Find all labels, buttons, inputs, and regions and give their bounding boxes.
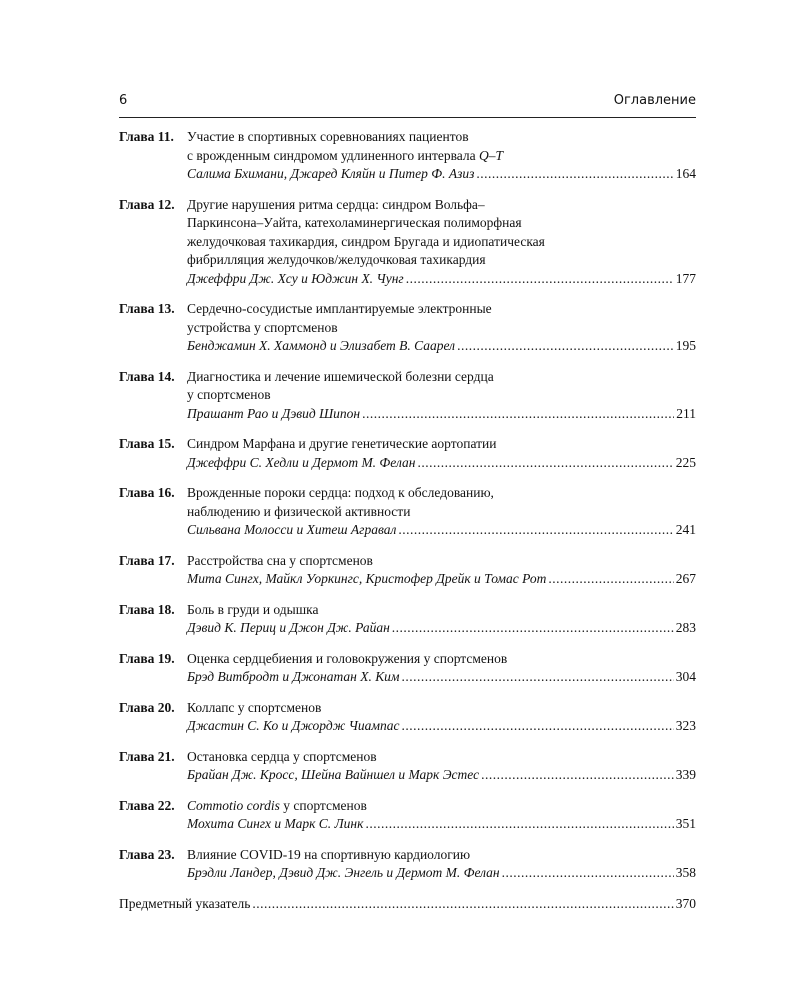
dot-leader bbox=[402, 668, 674, 687]
chapter-page-number: 195 bbox=[675, 338, 696, 353]
dot-leader bbox=[548, 570, 673, 589]
chapter-authors: Брайан Дж. Кросс, Шейна Вайншел и Марк Эстес bbox=[187, 767, 480, 782]
chapter-label: Глава 15. bbox=[119, 436, 175, 451]
chapter-label: Глава 12. bbox=[119, 196, 175, 212]
chapter-authors: Салима Бхимани, Джаред Кляйн и Питер Ф. Азиз bbox=[187, 166, 475, 181]
chapter-authors: Мита Сингх, Майкл Уоркингс, Кристофер Дрейк и Томас Рот bbox=[187, 571, 547, 586]
dot-leader bbox=[481, 766, 674, 785]
dot-leader bbox=[406, 270, 674, 289]
chapter-title-line: Участие в спортивных соревнованиях пациентов bbox=[187, 129, 469, 144]
toc-entry[interactable] bbox=[119, 552, 696, 589]
chapter-label: Глава 11. bbox=[119, 129, 174, 144]
toc-entry[interactable] bbox=[119, 797, 696, 834]
toc-entry[interactable] bbox=[119, 748, 696, 785]
dot-leader bbox=[457, 337, 674, 356]
chapter-title-line: Другие нарушения ритма сердца: синдром Вольфа– bbox=[187, 196, 485, 212]
dot-leader bbox=[502, 864, 674, 883]
chapter-title-line: с врожденным синдромом удлиненного интервала bbox=[187, 147, 480, 163]
chapter-page-number: 267 bbox=[675, 571, 696, 586]
toc-entry[interactable] bbox=[119, 368, 696, 424]
chapter-page-number: 358 bbox=[675, 865, 696, 880]
chapter-title-line: Влияние COVID-19 на спортивную кардиологию bbox=[187, 846, 471, 862]
dot-leader bbox=[398, 521, 673, 540]
chapter-label: Глава 17. bbox=[119, 552, 175, 568]
chapter-page-number: 164 bbox=[675, 166, 696, 181]
chapter-title-line: устройства у спортсменов bbox=[187, 319, 338, 335]
chapter-page-number: 351 bbox=[675, 816, 696, 831]
chapter-page-number: 283 bbox=[675, 620, 696, 635]
chapter-authors: Дэвид К. Периц и Джон Дж. Райан bbox=[187, 620, 390, 635]
toc-entry[interactable] bbox=[119, 196, 696, 289]
index-page-number: 370 bbox=[675, 895, 696, 911]
toc-entry[interactable] bbox=[119, 846, 696, 883]
chapter-label: Глава 14. bbox=[119, 368, 175, 384]
dot-leader bbox=[476, 165, 673, 184]
chapter-label: Глава 22. bbox=[119, 797, 175, 813]
chapter-label: Глава 20. bbox=[119, 699, 175, 715]
toc-entry[interactable] bbox=[119, 650, 696, 687]
dot-leader bbox=[365, 815, 673, 834]
toc-entry[interactable] bbox=[119, 484, 696, 540]
chapter-title-line: желудочковая тахикардия, синдром Бругада и идиопатическая bbox=[187, 233, 545, 249]
running-head bbox=[119, 93, 696, 113]
chapter-authors: Бенджамин Х. Хаммонд и Элизабет В. Саарел bbox=[187, 338, 456, 353]
chapter-page-number: 304 bbox=[675, 669, 696, 684]
chapter-page-number: 211 bbox=[676, 405, 696, 421]
toc-entry[interactable] bbox=[119, 300, 696, 356]
chapter-title-italic: Commotio cordis bbox=[187, 797, 280, 813]
index-label: Предметный указатель bbox=[119, 895, 251, 911]
chapter-title-line: Врожденные пороки сердца: подход к обследованию, bbox=[187, 485, 494, 500]
chapter-label: Глава 18. bbox=[119, 601, 175, 617]
chapter-authors: Джеффри Дж. Хсу и Юджин Х. Чунг bbox=[187, 270, 404, 286]
chapter-title-line: Боль в груди и одышка bbox=[187, 601, 319, 617]
chapter-title-line: Сердечно-сосудистые имплантируемые электронные bbox=[187, 301, 492, 316]
chapter-label: Глава 23. bbox=[119, 846, 175, 862]
chapter-title-line: Коллапс у спортсменов bbox=[187, 699, 322, 715]
chapter-authors: Прашант Рао и Дэвид Шипон bbox=[187, 405, 361, 421]
chapter-authors: Брэд Витбродт и Джонатан Х. Ким bbox=[187, 669, 400, 684]
toc-entry[interactable] bbox=[119, 601, 696, 638]
chapter-page-number: 323 bbox=[675, 718, 696, 733]
section-title: Оглавление bbox=[613, 93, 696, 108]
toc-index-entry[interactable] bbox=[119, 895, 696, 914]
chapter-authors: Джеффри С. Хедли и Дермот М. Фелан bbox=[187, 454, 416, 470]
table-of-contents bbox=[119, 128, 696, 913]
chapter-title-italic: Q–T bbox=[479, 147, 504, 163]
chapter-page-number: 177 bbox=[675, 270, 696, 286]
chapter-page-number: 241 bbox=[675, 522, 696, 537]
chapter-title-line: наблюдению и физической активности bbox=[187, 503, 411, 519]
dot-leader bbox=[362, 405, 674, 424]
chapter-title-line: Синдром Марфана и другие генетические аортопатии bbox=[187, 436, 497, 451]
page-number: 6 bbox=[119, 93, 128, 108]
chapter-title-line: Расстройства сна у спортсменов bbox=[187, 552, 373, 568]
dot-leader bbox=[402, 717, 674, 736]
chapter-title-line: у спортсменов bbox=[279, 797, 367, 813]
toc-entry[interactable] bbox=[119, 435, 696, 472]
chapter-authors: Мохита Сингх и Марк С. Линк bbox=[187, 816, 364, 831]
dot-leader bbox=[252, 895, 673, 914]
toc-entry[interactable] bbox=[119, 128, 696, 184]
chapter-title-line: Диагностика и лечение ишемической болезни сердца bbox=[187, 368, 494, 384]
chapter-authors: Брэдли Ландер, Дэвид Дж. Энгель и Дермот М. Фелан bbox=[187, 865, 500, 880]
chapter-title-line: Оценка сердцебиения и головокружения у спортсменов bbox=[187, 650, 508, 666]
chapter-title-line: фибрилляция желудочков/желудочковая тахикардия bbox=[187, 252, 486, 267]
chapter-title-line: Остановка сердца у спортсменов bbox=[187, 748, 377, 764]
dot-leader bbox=[392, 619, 674, 638]
toc-entry[interactable] bbox=[119, 699, 696, 736]
chapter-title-line: у спортсменов bbox=[187, 387, 271, 402]
chapter-authors: Джастин С. Ко и Джордж Чиампас bbox=[187, 718, 400, 733]
chapter-label: Глава 19. bbox=[119, 650, 175, 666]
chapter-authors: Сильвана Молосси и Хитеш Агравал bbox=[187, 522, 397, 537]
chapter-title-line: Паркинсона–Уайта, катехоламинергическая полиморфная bbox=[187, 215, 522, 230]
chapter-label: Глава 16. bbox=[119, 485, 175, 500]
chapter-label: Глава 21. bbox=[119, 748, 175, 764]
chapter-label: Глава 13. bbox=[119, 301, 175, 316]
dot-leader bbox=[417, 454, 673, 473]
header-rule bbox=[119, 117, 696, 118]
chapter-page-number: 225 bbox=[675, 454, 696, 470]
chapter-page-number: 339 bbox=[675, 767, 696, 782]
